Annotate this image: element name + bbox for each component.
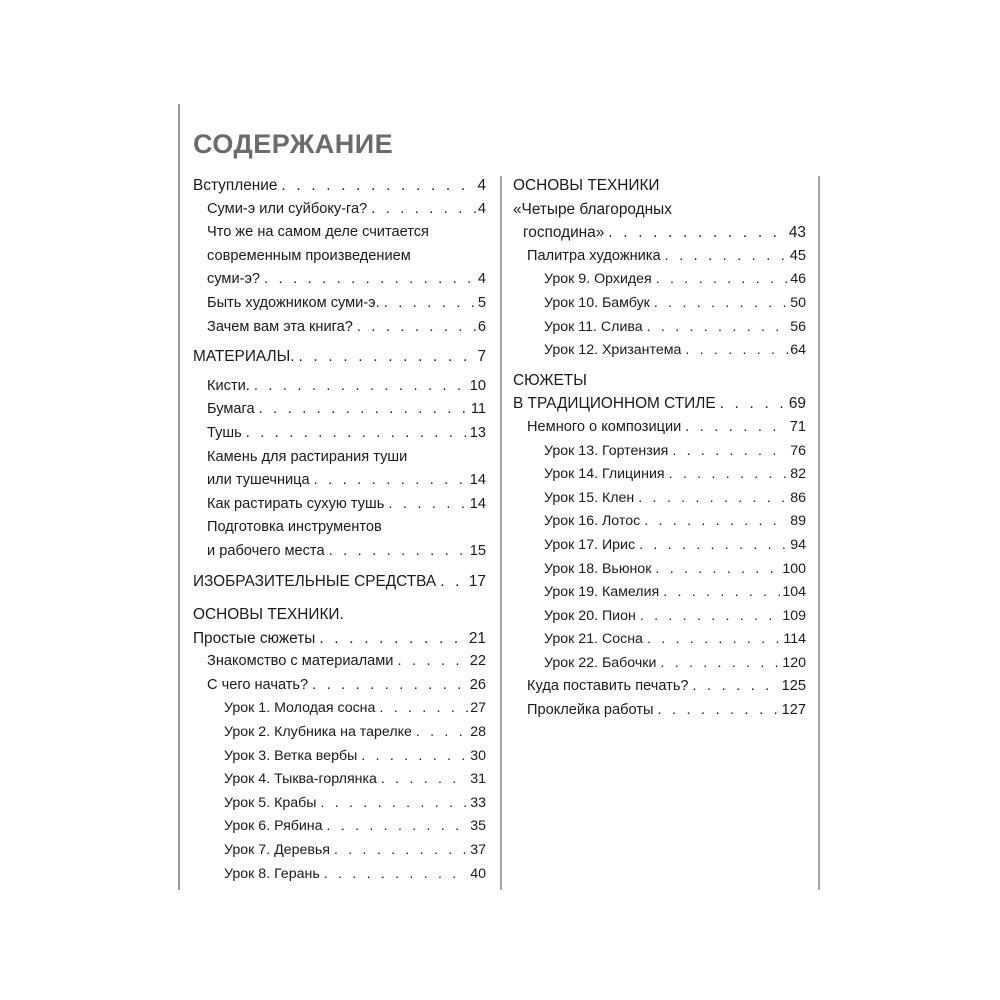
toc-entry[interactable] [513,392,806,416]
toc-entry[interactable] [544,292,806,316]
toc-page-number: 89 [790,513,806,530]
toc-page-number: 30 [470,747,486,764]
toc-page-number: 5 [477,294,486,311]
toc-page-number: 28 [470,724,486,741]
toc-leader-dots [663,581,780,605]
toc-entry-title: Урок 1. Молодая сосна [224,700,376,717]
toc-leader-dots [319,627,467,651]
toc-entry-line: Камень для растирания туши [207,448,408,465]
toc-entry-title: Зачем вам эта книга? [207,318,353,335]
toc-entry-title: Урок 6. Рябина [224,818,323,835]
toc-page-number: 125 [781,678,806,695]
toc-entry-title: Урок 11. Слива [544,318,643,335]
toc-page-number: 40 [470,865,486,882]
toc-leader-dots [440,570,467,594]
toc-page-number: 71 [789,418,806,435]
toc-leader-dots [361,745,468,769]
toc-page-number: 27 [470,700,486,717]
toc-entry-title: Тушь [207,424,242,441]
toc-page-number: 22 [469,653,486,670]
toc-entry-title: Урок 13. Гортензия [544,442,669,459]
toc-entry[interactable] [193,570,486,594]
toc-leader-dots [254,375,468,399]
toc-entry-title: Бумага [207,401,255,418]
toc-entry-line: «Четыре благородных [513,200,672,218]
toc-entry-title: Куда поставить печать? [527,678,689,695]
toc-page-number: 4 [477,200,486,217]
toc-entry[interactable] [207,268,486,292]
toc-page-number: 7 [477,348,486,366]
toc-entry[interactable] [544,268,806,292]
toc-leader-dots [388,493,467,517]
toc-leader-dots [259,398,469,422]
toc-entry-title: Урок 20. Пион [544,607,636,624]
toc-page-number: 69 [788,395,806,413]
toc-entry-title: Суми-э или суйбоку-га? [207,200,368,217]
toc-entry-title: господина» [523,224,605,242]
toc-page-number: 104 [782,584,806,601]
toc-entry[interactable] [193,627,486,651]
toc-leader-dots [655,558,780,582]
toc-entry-title: С чего начать? [207,676,309,693]
toc-page-number: 6 [477,318,486,335]
toc-entry[interactable] [544,605,806,629]
toc-entry-title: Немного о композиции [527,418,682,435]
toc-entry[interactable] [224,745,486,769]
toc-entry-title: Урок 16. Лотос [544,513,641,530]
toc-leader-dots [656,268,789,292]
toc-page-number: 14 [469,472,486,489]
toc-leader-dots [639,534,788,558]
toc-entry-title: Урок 12. Хризантема [544,342,682,359]
toc-entry[interactable] [544,628,806,652]
toc-entry-title: Урок 2. Клубника на тарелке [224,724,412,741]
toc-leader-dots [379,697,468,721]
toc-entry[interactable] [527,699,806,723]
toc-entry-title: МАТЕРИАЛЫ. [193,348,295,366]
toc-entry-title: Урок 22. Бабочки [544,654,657,671]
toc-leader-dots [357,316,476,340]
toc-page-number: 46 [790,271,806,288]
toc-entry-title: или тушечница [207,472,310,489]
toc-entry[interactable] [527,245,806,269]
toc-page-number: 45 [789,247,806,264]
toc-entry[interactable] [224,863,486,887]
toc-page-number: 14 [469,495,486,512]
toc-entry-title: Кисти. [207,377,250,394]
toc-entry[interactable] [224,792,486,816]
toc-entry-title: Урок 8. Герань [224,865,320,882]
toc-entry[interactable] [544,558,806,582]
toc-entry[interactable] [544,581,806,605]
toc-leader-dots [658,699,780,723]
toc-entry[interactable] [207,398,486,422]
toc-entry[interactable] [544,487,806,511]
toc-page-number: 17 [468,572,486,590]
toc-page-number: 10 [469,377,486,394]
toc-page-number: 31 [470,771,486,788]
toc-entry[interactable] [544,510,806,534]
toc-entry[interactable] [207,375,486,399]
toc-leader-dots [324,863,469,887]
toc-leader-dots [640,605,781,629]
toc-entry[interactable] [224,815,486,839]
toc-entry[interactable] [527,416,806,440]
toc-page-number: 26 [469,676,486,693]
toc-entry[interactable] [544,440,806,464]
toc-entry-title: Как растирать сухую тушь [207,495,385,512]
toc-entry-title: Палитра художника [527,247,661,264]
toc-leader-dots [647,316,789,340]
toc-entry-title: и рабочего места [207,542,325,559]
toc-page-number: 4 [477,271,486,288]
toc-leader-dots [298,345,475,369]
toc-page-number: 94 [790,536,806,553]
toc-entry-title: Урок 5. Крабы [224,794,317,811]
toc-entry-title: Урок 21. Сосна [544,631,643,648]
toc-leader-dots [314,469,468,493]
toc-leader-dots [381,768,468,792]
toc-entry-title: Урок 10. Бамбук [544,294,650,311]
column-divider-rule [500,176,502,890]
toc-page-number: 56 [790,318,806,335]
toc-entry-title: В ТРАДИЦИОННОМ СТИЛЕ [513,395,716,413]
toc-entry[interactable] [193,174,486,198]
toc-entry[interactable] [224,768,486,792]
toc-entry-title: Урок 18. Вьюнок [544,560,652,577]
toc-entry[interactable] [544,339,806,363]
toc-entry[interactable] [527,675,806,699]
toc-leader-dots [384,292,476,316]
toc-leader-dots [329,540,468,564]
right-margin-rule [818,176,820,890]
toc-entry-title: Урок 15. Клен [544,489,635,506]
toc-entry[interactable] [544,316,806,340]
toc-leader-dots [647,628,781,652]
toc-entry-title: Урок 19. Камелия [544,584,660,601]
toc-leader-dots [665,245,788,269]
toc-entry[interactable] [207,493,486,517]
toc-entry-line: Что же на самом деле считается [207,224,429,241]
toc-section-heading: СЮЖЕТЫ [513,371,587,389]
toc-entry[interactable] [207,540,486,564]
toc-leader-dots [264,268,476,292]
toc-page-number: 64 [790,342,806,359]
toc-section-heading: ОСНОВЫ ТЕХНИКИ [513,177,660,194]
toc-page-number: 43 [788,224,806,242]
toc-leader-dots [312,674,468,698]
toc-entry-title: суми-э? [207,271,261,288]
toc-leader-dots [281,174,475,198]
toc-entry[interactable] [544,534,806,558]
toc-page-number: 114 [783,631,806,648]
toc-entry[interactable] [193,345,486,369]
toc-entry-title: Урок 7. Деревья [224,842,330,859]
toc-entry[interactable] [207,292,486,316]
toc-page-number: 4 [477,177,486,194]
toc-right-column [513,174,806,723]
toc-leader-dots [720,392,787,416]
toc-page-number: 35 [470,818,486,835]
toc-page-number: 15 [469,542,486,559]
toc-section-heading: ОСНОВЫ ТЕХНИКИ. [193,606,344,624]
toc-leader-dots [660,652,780,676]
toc-leader-dots [320,792,468,816]
toc-entry[interactable] [207,422,486,446]
toc-leader-dots [654,292,788,316]
toc-entry[interactable] [224,721,486,745]
toc-leader-dots [693,675,780,699]
toc-entry-title: Урок 17. Ирис [544,536,636,553]
toc-leader-dots [672,440,788,464]
toc-leader-dots [669,463,789,487]
toc-entry[interactable] [513,221,806,245]
toc-entry[interactable] [207,674,486,698]
toc-entry[interactable] [207,198,486,222]
toc-leader-dots [334,839,468,863]
page-title: СОДЕРЖАНИЕ [193,129,394,159]
toc-entry[interactable] [224,839,486,863]
toc-entry-line: современным произведением [207,247,411,264]
left-margin-rule [178,104,180,890]
toc-leader-dots [644,510,788,534]
toc-entry[interactable] [544,652,806,676]
toc-entry-title: ИЗОБРАЗИТЕЛЬНЫЕ СРЕДСТВА [193,572,437,590]
toc-entry-title: Урок 9. Орхидея [544,271,652,288]
toc-entry[interactable] [207,469,486,493]
toc-leader-dots [327,815,469,839]
toc-page-number: 21 [468,629,486,647]
toc-page-number: 86 [790,489,806,506]
toc-page-number: 33 [470,794,486,811]
toc-left-column [193,174,486,886]
toc-entry-title: Урок 14. Глициния [544,466,665,483]
toc-page-number: 120 [782,654,806,671]
toc-entry-title: Знакомство с материалами [207,653,394,670]
toc-entry[interactable] [207,316,486,340]
toc-page-number: 50 [790,294,806,311]
toc-page-number: 100 [782,560,806,577]
toc-leader-dots [397,650,467,674]
toc-entry-title: Урок 4. Тыква-горлянка [224,771,377,788]
toc-page-number: 82 [790,466,806,483]
toc-leader-dots [638,487,788,511]
toc-entry-title: Простые сюжеты [193,629,316,647]
toc-page-number: 127 [781,702,806,719]
toc-entry-title: Урок 3. Ветка вербы [224,747,358,764]
toc-page-number: 109 [782,607,806,624]
toc-entry-title: Вступление [193,177,278,194]
toc-leader-dots [416,721,468,745]
toc-entry-line: Подготовка инструментов [207,519,382,536]
toc-entry[interactable] [544,463,806,487]
toc-entry[interactable] [224,697,486,721]
toc-leader-dots [246,422,468,446]
toc-page-number: 37 [470,842,486,859]
toc-leader-dots [685,339,788,363]
toc-leader-dots [685,416,787,440]
toc-entry-title: Быть художником суми-э. [207,294,380,311]
toc-page-number: 76 [790,442,806,459]
toc-leader-dots [371,198,476,222]
toc-page-number: 11 [470,401,486,418]
toc-page-number: 13 [469,424,486,441]
toc-leader-dots [608,221,787,245]
toc-entry-title: Проклейка работы [527,702,654,719]
toc-entry[interactable] [207,650,486,674]
